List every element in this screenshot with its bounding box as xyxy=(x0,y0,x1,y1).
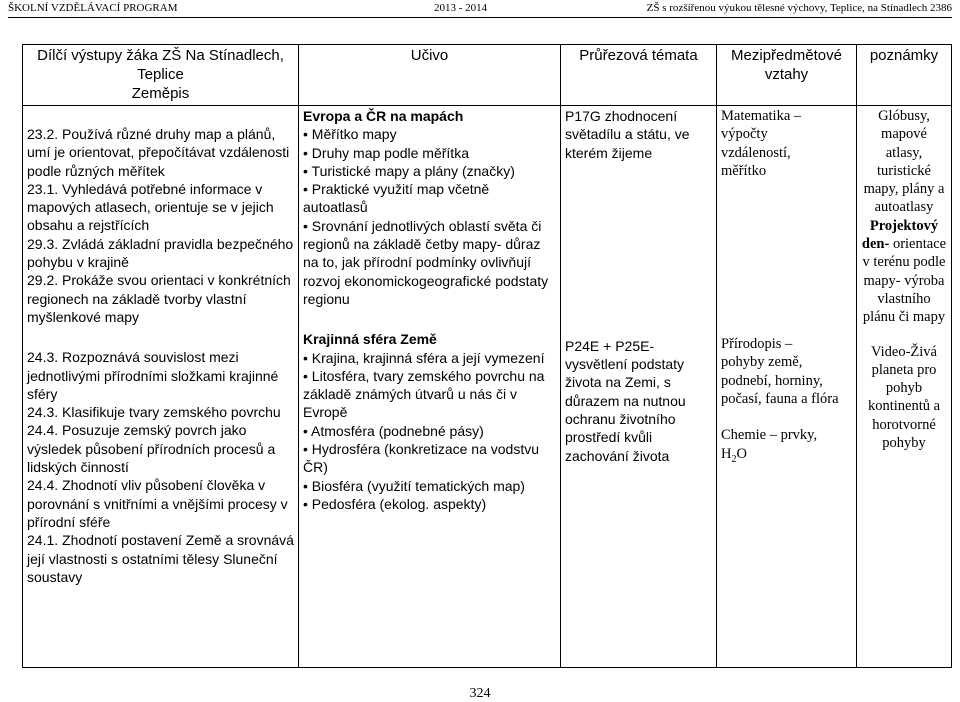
cross-topic-item: P24E + P25E- vysvětlení podstaty života na Zemi, s důrazem na nutnou ochranu životního prostředí kvůli zachování života xyxy=(565,337,686,464)
curriculum-item: • Biosféra (využití tematických map) xyxy=(303,477,556,495)
curriculum-item: • Praktické využití map včetně autoatlasů xyxy=(303,180,556,217)
outcome-item: 24.3. Klasifikuje tvary zemského povrchu xyxy=(27,404,281,421)
curriculum-item: • Srovnání jednotlivých oblastí světa či regionů na základě četby mapy- důraz na to, jak přírodní podmínky ovlivňují rozvoj ekonomickogeografické podstaty regionu xyxy=(303,217,556,308)
inter-chemistry: Chemie – prvky, xyxy=(721,427,818,444)
outcome-item: 29.3. Zvládá základní pravidla bezpečného pohybu v krajině xyxy=(27,235,294,271)
header-curriculum: Učivo xyxy=(299,45,561,106)
cross-topic-item: P17G zhodnocení světadílu a státu, ve kterém žijeme xyxy=(565,108,690,161)
interdisciplinary-cell xyxy=(717,106,857,668)
curriculum-item: • Pedosféra (ekolog. aspekty) xyxy=(303,495,556,513)
outcomes-cell xyxy=(23,106,299,668)
note-item: Glóbusy, mapové atlasy, turistické mapy, plány a autoatlasy xyxy=(863,108,945,216)
header-school-year: 2013 - 2014 xyxy=(434,2,488,14)
curriculum-title: Evropa a ČR na mapách xyxy=(303,108,464,124)
curriculum-item: • Krajina, krajinná sféra a její vymezení xyxy=(303,349,556,367)
curriculum-item: • Atmosféra (podnebné pásy) xyxy=(303,422,556,440)
header-school-name: ZŠ s rozšířenou výukou tělesné výchovy, Teplice, na Stínadlech 2386 xyxy=(646,2,952,14)
inter-item: Matematika – xyxy=(721,108,802,124)
outcome-item: 23.1. Vyhledává potřebné informace v mapových atlasech, orientuje se v jejich obsahu a rejstřících xyxy=(27,180,274,234)
outcome-item: 29.2. Prokáže svou orientaci v konkrétních regionech na základě tvorby vlastní myšlenkové mapy xyxy=(27,272,291,325)
table-row xyxy=(23,106,952,668)
inter-item: výpočty xyxy=(721,126,768,143)
header-outcomes: Dílčí výstupy žáka ZŠ Na Stínadlech, Teplice Zeměpis xyxy=(23,45,299,106)
note-item: Projektový den- orientace v terénu podle mapy- výroba vlastního plánu či mapy xyxy=(861,217,947,326)
outcome-item: 24.3. Rozpoznává souvislost mezi jednotlivými přírodními složkami krajinné sféry xyxy=(27,349,279,402)
outcome-item: 24.4. Posuzuje zemský povrch jako výsledek působení přírodních procesů a lidských činností xyxy=(27,422,276,476)
inter-item: Přírodopis – xyxy=(721,336,793,353)
outcome-item: 23.2. Používá různé druhy map a plánů, umí je orientovat, přepočítávat vzdálenosti podle různých měřítek xyxy=(27,126,290,179)
curriculum-item: • Druhy map podle měřítka xyxy=(303,144,556,162)
inter-item: měřítko xyxy=(721,162,767,179)
outcome-item: 24.4. Zhodnotí vliv působení člověka v porovnání s vnitřními a vnějšími procesy v přírodní sféře xyxy=(27,477,288,530)
table-header-row xyxy=(23,45,952,106)
page-header xyxy=(8,0,952,18)
notes-cell xyxy=(857,106,952,668)
header-notes: poznámky xyxy=(857,45,952,106)
curriculum-item: • Litosféra, tvary zemského povrchu na základě známých útvarů u nás či v Evropě xyxy=(303,367,556,422)
inter-item: pohyby země, podnebí, horniny, počasí, fauna a flóra xyxy=(721,354,839,408)
note-item: Video-Živá planeta pro pohyb kontinentů a horotvorné pohyby xyxy=(867,343,941,452)
header-cross-topics: Průřezová témata xyxy=(561,45,717,106)
page-number: 324 xyxy=(469,686,491,701)
curriculum-item: • Turistické mapy a plány (značky) xyxy=(303,162,556,180)
outcome-item: 24.1. Zhodnotí postavení Země a srovnává její vlastnosti s ostatními tělesy Sluneční soustavy xyxy=(27,532,294,585)
header-school-program: ŠKOLNÍ VZDĚLÁVACÍ PROGRAM xyxy=(8,2,178,14)
curriculum-title: Krajinná sféra Země xyxy=(303,331,437,348)
curriculum-cell xyxy=(299,106,561,668)
curriculum-item: • Hydrosféra (konkretizace na vodstvu ČR) xyxy=(303,440,556,477)
header-interdisciplinary: Mezipředmětové vztahy xyxy=(717,45,857,106)
cross-topics-cell xyxy=(561,106,717,668)
inter-formula: $H_2O$ xyxy=(721,445,747,465)
curriculum-item: • Měřítko mapy xyxy=(303,125,556,143)
inter-item: vzdáleností, xyxy=(721,144,791,161)
curriculum-table xyxy=(22,44,952,668)
